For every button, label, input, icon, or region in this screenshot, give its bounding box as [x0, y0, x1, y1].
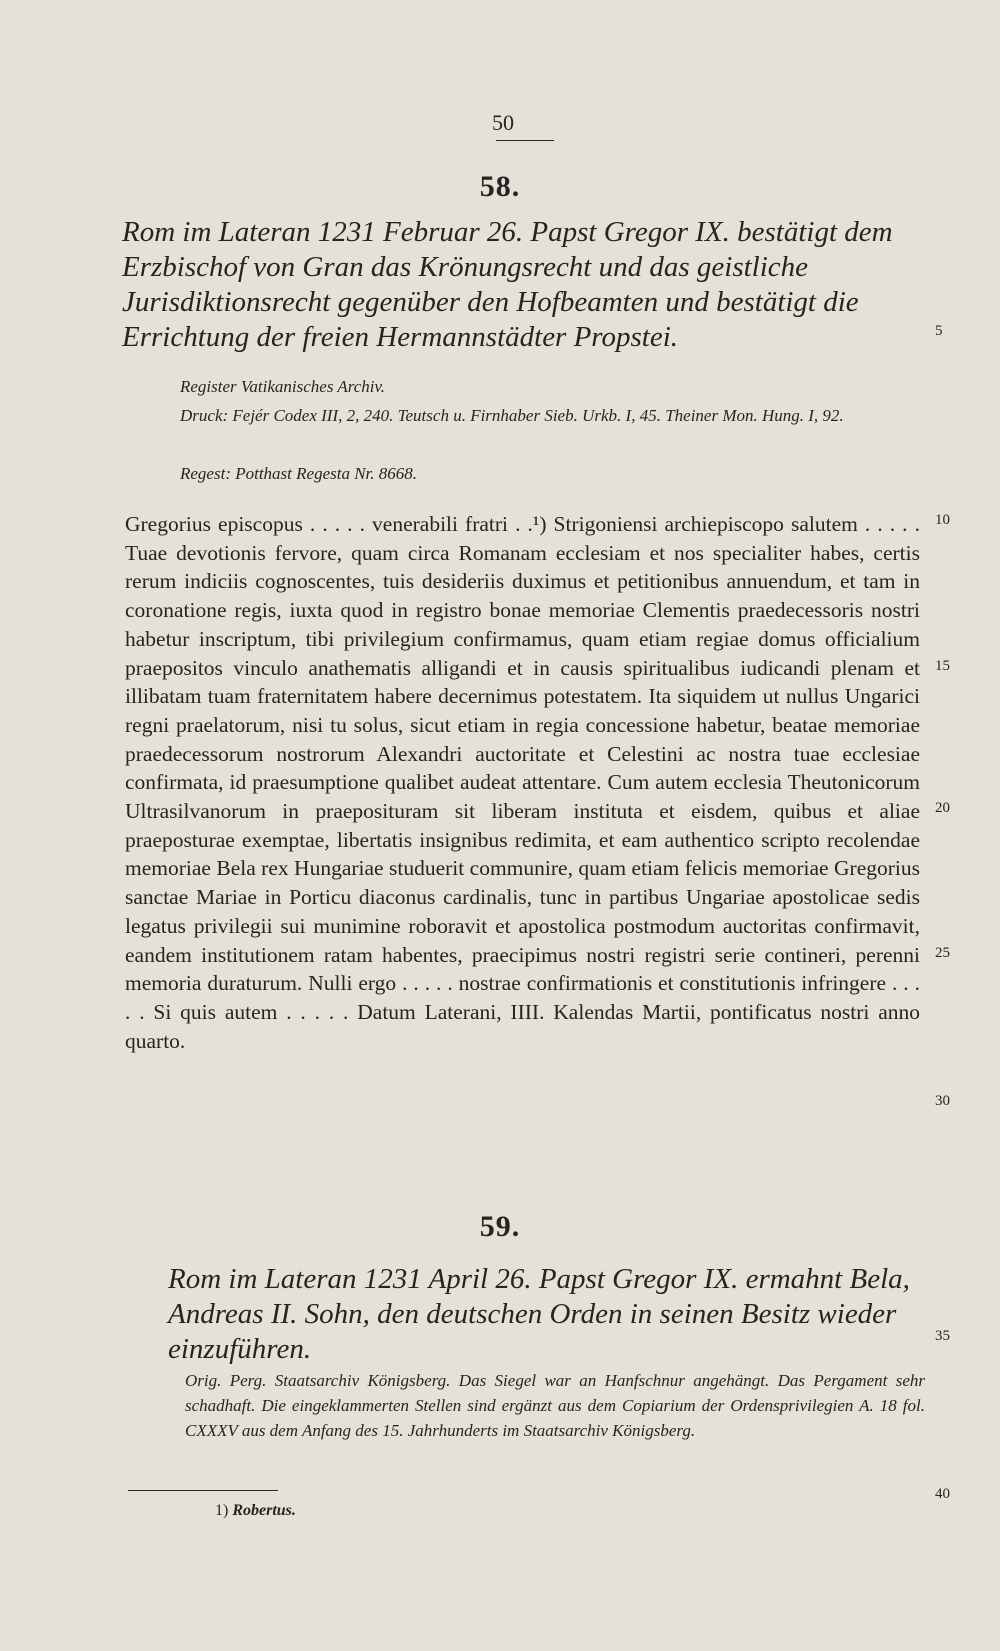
footnote-text: Robertus.	[232, 1502, 296, 1519]
line-number: 25	[935, 945, 950, 961]
line-number: 15	[935, 658, 950, 674]
document-58-source-archive: Register Vatikanisches Archiv.	[180, 377, 386, 396]
line-number: 30	[935, 1093, 950, 1109]
footnote-mark: 1)	[215, 1502, 229, 1519]
document-59-heading: Rom im Lateran 1231 April 26. Papst Gregor IX. ermahnt Bela, Andreas II. Sohn, den deutschen Orden in seinen Besitz wieder einzuführen.	[168, 1263, 910, 1365]
line-number: 40	[935, 1486, 950, 1502]
document-58-source-regest: Regest: Potthast Regesta Nr. 8668.	[180, 464, 418, 483]
page-number: 50	[492, 110, 514, 135]
line-number: 35	[935, 1328, 950, 1344]
page-number-rule	[496, 140, 554, 141]
document-number-58: 58.	[479, 170, 521, 203]
line-number: 20	[935, 800, 950, 816]
line-number: 10	[935, 512, 950, 528]
document-58-text: Gregorius episcopus . . . . . venerabili fratri . .¹) Strigoniensi archiepiscopo salutem . . . . . Tuae devotionis fervore, quam circa Romanam ecclesiam et nos specialiter habes, certis rerum indiciis cognoscentes, tuis desideriis duximus et petitionibus annuendum, et tam in coronatione regis, iuxta quod in registro bonae memoriae Clementis praedecessoris nostri habetur inscriptum, tibi privilegium confirmamus, quam etiam regiae domus officialium praepositos vinculo anathematis alligandi et in causis spiritualibus iudicandi plenam et illibatam tuam fraternitatem habere decernimus potestatem. Ita siquidem ut nullus Ungarici regni praelatorum, nisi tu solus, sicut etiam in regia concessione habetur, beatae memoriae praedecessorum nostrorum Alexandri auctoritate et Celestini ac nostra tuae ecclesiae confirmata, id praesumptione qualibet audeat attentare. Cum autem ecclesia Theutonicorum Ultrasilvanorum in praeposituram sit liberam instituta et eisdem, quibus et aliae praeposturae exemptae, libertatis insignibus redimita, et eam authentico scripto recolendae memoriae Bela rex Hungariae studuerit communire, quam etiam felicis memoriae Gregorius sanctae Mariae in Porticu diaconus cardinalis, tunc in partibus Ungariae apostolicae sedis legatus privilegii sui munimine roboravit et apostolica postmodum auctoritas confirmavit, eandem institutionem ratam habentes, praecipimus nostri registri serie contineri, perenni memoria duraturum. Nulli ergo . . . . . nostrae confirmationis et constitutionis infringere . . . . . Si quis autem . . . . . Datum Laterani, IIII. Kalendas Martii, pontificatus nostri anno quarto.	[125, 512, 920, 1053]
document-number-59: 59.	[479, 1210, 521, 1243]
document-59-source: Orig. Perg. Staatsarchiv Königsberg. Das Siegel war an Hanfschnur angehängt. Das Pergament sehr schadhaft. Die eingeklammerten Stellen sind ergänzt aus dem Copiarium der Ordensprivilegien A. 18 fol. CXXXV aus dem Anfang des 15. Jahrhunderts im Staatsarchiv Königsberg.	[185, 1371, 925, 1440]
line-number: 5	[935, 323, 943, 339]
document-58-source-print: Druck: Fejér Codex III, 2, 240. Teutsch u. Firnhaber Sieb. Urkb. I, 45. Theiner Mon. Hung. I, 92.	[180, 406, 844, 425]
footnote	[215, 1502, 296, 1520]
document-58-heading: Rom im Lateran 1231 Februar 26. Papst Gregor IX. bestätigt dem Erzbischof von Gran das Krönungsrecht und das geistliche Jurisdiktionsrecht gegenüber den Hofbeamten und bestätigt die Errichtung der freien Hermannstädter Propstei.	[122, 216, 893, 353]
footnote-rule	[128, 1490, 278, 1491]
